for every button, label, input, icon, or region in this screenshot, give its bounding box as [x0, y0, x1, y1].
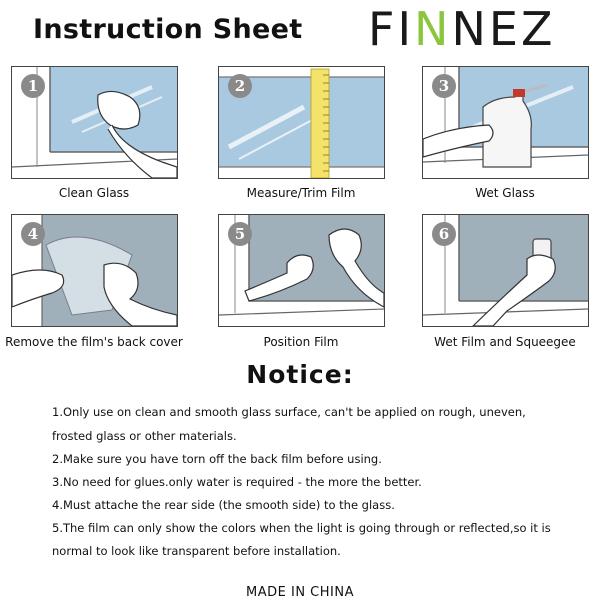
sheet-title: Instruction Sheet [33, 14, 303, 45]
notice-line-1-cont: frosted glass or other materials. [52, 429, 237, 443]
notice-line-1: 1.Only use on clean and smooth glass surface, can't be applied on rough, uneven, [52, 405, 526, 419]
notice-line-4: 4.Must attache the rear side (the smooth side) to the glass. [52, 498, 395, 512]
notice-line-5-cont: normal to look like transparent before installation. [52, 544, 341, 558]
step-2-caption: Measure/Trim Film [246, 186, 356, 200]
step-1-badge [20, 73, 46, 99]
svg-text:1: 1 [27, 77, 39, 95]
step-4-caption: Remove the film's back cover [5, 335, 183, 349]
step-1-panel [11, 66, 178, 179]
brand-logo: FINNEZ [368, 2, 556, 56]
svg-text:3: 3 [438, 77, 450, 95]
step-5-caption: Position Film [263, 335, 339, 349]
step-2-panel [218, 66, 385, 179]
step-6-panel [422, 214, 589, 327]
step-3-panel [422, 66, 589, 179]
step-3-caption: Wet Glass [475, 186, 535, 200]
svg-text:6: 6 [438, 225, 450, 243]
step-5-panel [218, 214, 385, 327]
step-6-caption: Wet Film and Squeegee [434, 335, 576, 349]
notice-line-5: 5.The film can only show the colors when the light is going through or reflected,so it is [52, 521, 551, 535]
step-5-badge [227, 221, 253, 247]
svg-text:5: 5 [234, 225, 246, 243]
svg-text:2: 2 [234, 77, 246, 95]
step-3-badge [431, 73, 457, 99]
step-2-badge [227, 73, 253, 99]
notice-line-2: 2.Make sure you have torn off the back film before using. [52, 452, 382, 466]
step-4-badge [20, 221, 46, 247]
notice-line-3: 3.No need for glues.only water is required - the more the better. [52, 475, 422, 489]
notice-heading: Notice: [246, 360, 354, 389]
step-1-caption: Clean Glass [58, 186, 130, 200]
step-6-badge [431, 221, 457, 247]
made-in-label: MADE IN CHINA [246, 585, 354, 600]
svg-text:4: 4 [27, 225, 39, 243]
step-4-panel [11, 214, 178, 327]
